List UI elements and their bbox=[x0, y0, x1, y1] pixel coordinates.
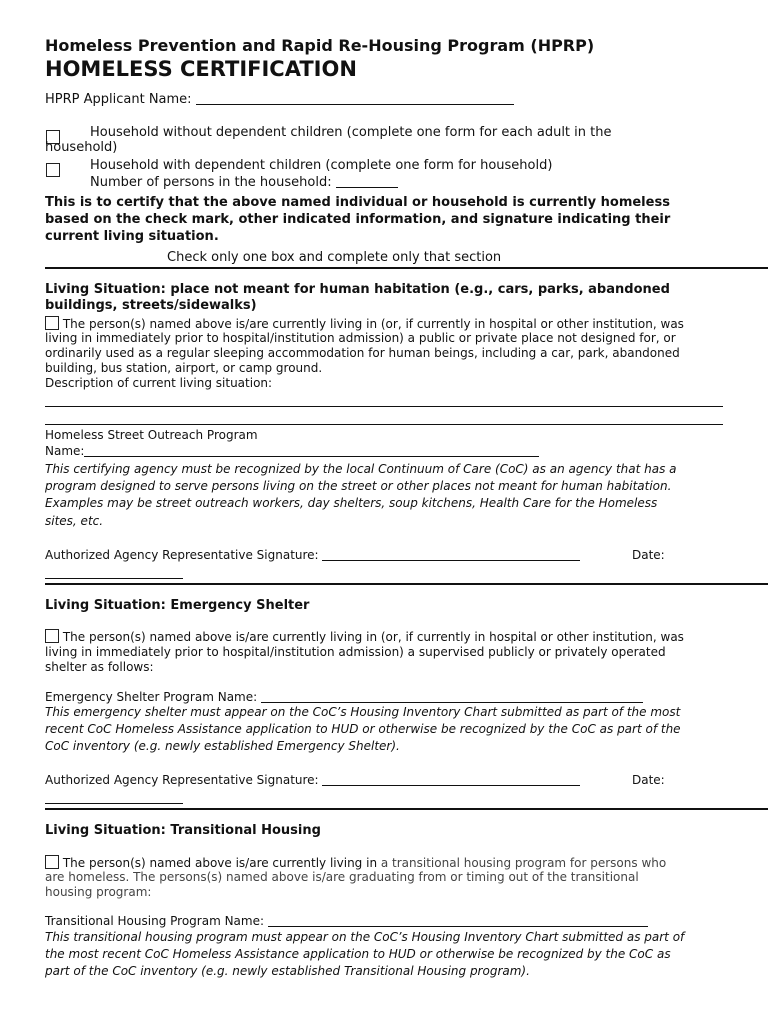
shelter-body-line-2: living in immediately prior to hospital/institution admission) a supervised publicly or privately operated bbox=[45, 645, 666, 659]
shelter-program-name-label: Emergency Shelter Program Name: bbox=[45, 690, 261, 704]
household-with-children-label: Household with dependent children (complete one form for household) bbox=[90, 158, 553, 173]
street-body-line-2: living in immediately prior to hospital/institution admission) a public or private place not designed for, or bbox=[45, 331, 676, 345]
street-note-line-3: Examples may be street outreach workers, day shelters, soup kitchens, Health Care for the Homeless bbox=[45, 496, 658, 510]
section-divider bbox=[45, 808, 768, 810]
shelter-note-line-1: This emergency shelter must appear on the CoC’s Housing Inventory Chart submitted as part of the most bbox=[45, 705, 681, 719]
applicant-name-label: HPRP Applicant Name: bbox=[45, 92, 196, 107]
street-program-name-label: Name: bbox=[45, 444, 85, 458]
program-title: Homeless Prevention and Rapid Re-Housing Program (HPRP) bbox=[45, 36, 595, 55]
shelter-signature-row bbox=[45, 773, 580, 787]
applicant-name-field[interactable] bbox=[196, 92, 514, 105]
certification-line-1: This is to certify that the above named individual or household is currently homeless bbox=[45, 195, 670, 210]
shelter-signature-field[interactable] bbox=[322, 773, 580, 786]
transitional-body-text-a: The person(s) named above is/are currently living in bbox=[59, 856, 381, 870]
street-date-label: Date: bbox=[632, 548, 665, 562]
street-section-heading-cont: buildings, streets/sidewalks) bbox=[45, 298, 257, 313]
street-description-label: Description of current living situation: bbox=[45, 376, 273, 390]
transitional-checkbox[interactable] bbox=[45, 855, 59, 869]
check-one-instruction: Check only one box and complete only that section bbox=[167, 250, 502, 265]
shelter-program-name-row bbox=[45, 690, 643, 704]
street-description-line-1[interactable] bbox=[45, 406, 723, 407]
form-title: HOMELESS CERTIFICATION bbox=[45, 57, 357, 81]
street-body-line-3: ordinarily used as a regular sleeping accommodation for human beings, including a car, park, abandoned bbox=[45, 346, 680, 360]
street-body-line-1 bbox=[45, 316, 684, 331]
transitional-body-line-1 bbox=[45, 855, 666, 870]
applicant-name-row bbox=[45, 92, 514, 107]
street-body-text: The person(s) named above is/are currently living in (or, if currently in hospital or other institution, was bbox=[59, 317, 684, 331]
shelter-note-line-3: CoC inventory (e.g. newly established Emergency Shelter). bbox=[45, 739, 400, 753]
shelter-body-text: The person(s) named above is/are currently living in (or, if currently in hospital or other institution, was bbox=[59, 630, 684, 644]
transitional-note-line-1: This transitional housing program must appear on the CoC’s Housing Inventory Chart submitted as part of bbox=[45, 930, 685, 944]
street-note-line-4: sites, etc. bbox=[45, 514, 104, 528]
street-checkbox[interactable] bbox=[45, 316, 59, 330]
shelter-date-label: Date: bbox=[632, 773, 665, 787]
shelter-date-field[interactable] bbox=[45, 803, 183, 804]
shelter-body-line-1 bbox=[45, 629, 684, 644]
shelter-section-heading: Living Situation: Emergency Shelter bbox=[45, 598, 310, 613]
street-note-line-2: program designed to serve persons living on the street or other places not meant for human habitation. bbox=[45, 479, 672, 493]
certification-line-2: based on the check mark, other indicated information, and signature indicating their bbox=[45, 212, 671, 227]
section-divider bbox=[45, 583, 768, 585]
shelter-signature-label: Authorized Agency Representative Signature: bbox=[45, 773, 323, 787]
street-section-heading: Living Situation: place not meant for human habitation (e.g., cars, parks, abandoned bbox=[45, 282, 670, 297]
section-divider bbox=[45, 267, 768, 269]
street-description-line-2[interactable] bbox=[45, 424, 723, 425]
street-program-name-row bbox=[45, 444, 539, 458]
street-body-line-4: building, bus station, airport, or camp ground. bbox=[45, 361, 323, 375]
transitional-program-name-label: Transitional Housing Program Name: bbox=[45, 914, 268, 928]
street-signature-row bbox=[45, 548, 580, 562]
street-program-label: Homeless Street Outreach Program bbox=[45, 428, 258, 442]
shelter-checkbox[interactable] bbox=[45, 629, 59, 643]
transitional-section-heading: Living Situation: Transitional Housing bbox=[45, 823, 321, 838]
street-program-name-field[interactable] bbox=[84, 444, 539, 457]
persons-count-row bbox=[90, 175, 398, 190]
shelter-note-line-2: recent CoC Homeless Assistance application to HUD or otherwise be recognized by the CoC as part of the bbox=[45, 722, 681, 736]
household-with-children-checkbox[interactable] bbox=[46, 160, 60, 179]
transitional-note-line-3: part of the CoC inventory (e.g. newly established Transitional Housing program). bbox=[45, 964, 530, 978]
transitional-body-line-3: housing program: bbox=[45, 885, 152, 899]
household-no-children-label-cont: household) bbox=[45, 140, 118, 155]
street-note-line-1: This certifying agency must be recognized by the local Continuum of Care (CoC) as an agency that has a bbox=[45, 462, 677, 476]
transitional-program-name-field[interactable] bbox=[268, 914, 648, 927]
street-signature-field[interactable] bbox=[322, 548, 580, 561]
street-date-field[interactable] bbox=[45, 578, 183, 579]
certification-line-3: current living situation. bbox=[45, 229, 219, 244]
transitional-note-line-2: the most recent CoC Homeless Assistance application to HUD or otherwise be recognized by the CoC as bbox=[45, 947, 671, 961]
shelter-body-line-3: shelter as follows: bbox=[45, 660, 154, 674]
persons-count-field[interactable] bbox=[336, 175, 398, 188]
transitional-body-text-b: a transitional housing program for persons who bbox=[380, 856, 667, 870]
transitional-body-line-2: are homeless. The persons(s) named above is/are graduating from or timing out of the transitional bbox=[45, 870, 639, 884]
shelter-program-name-field[interactable] bbox=[261, 690, 643, 703]
street-signature-label: Authorized Agency Representative Signature: bbox=[45, 548, 323, 562]
household-no-children-label: Household without dependent children (complete one form for each adult in the bbox=[90, 125, 612, 140]
transitional-program-name-row bbox=[45, 914, 648, 928]
persons-count-label: Number of persons in the household: bbox=[90, 175, 336, 190]
